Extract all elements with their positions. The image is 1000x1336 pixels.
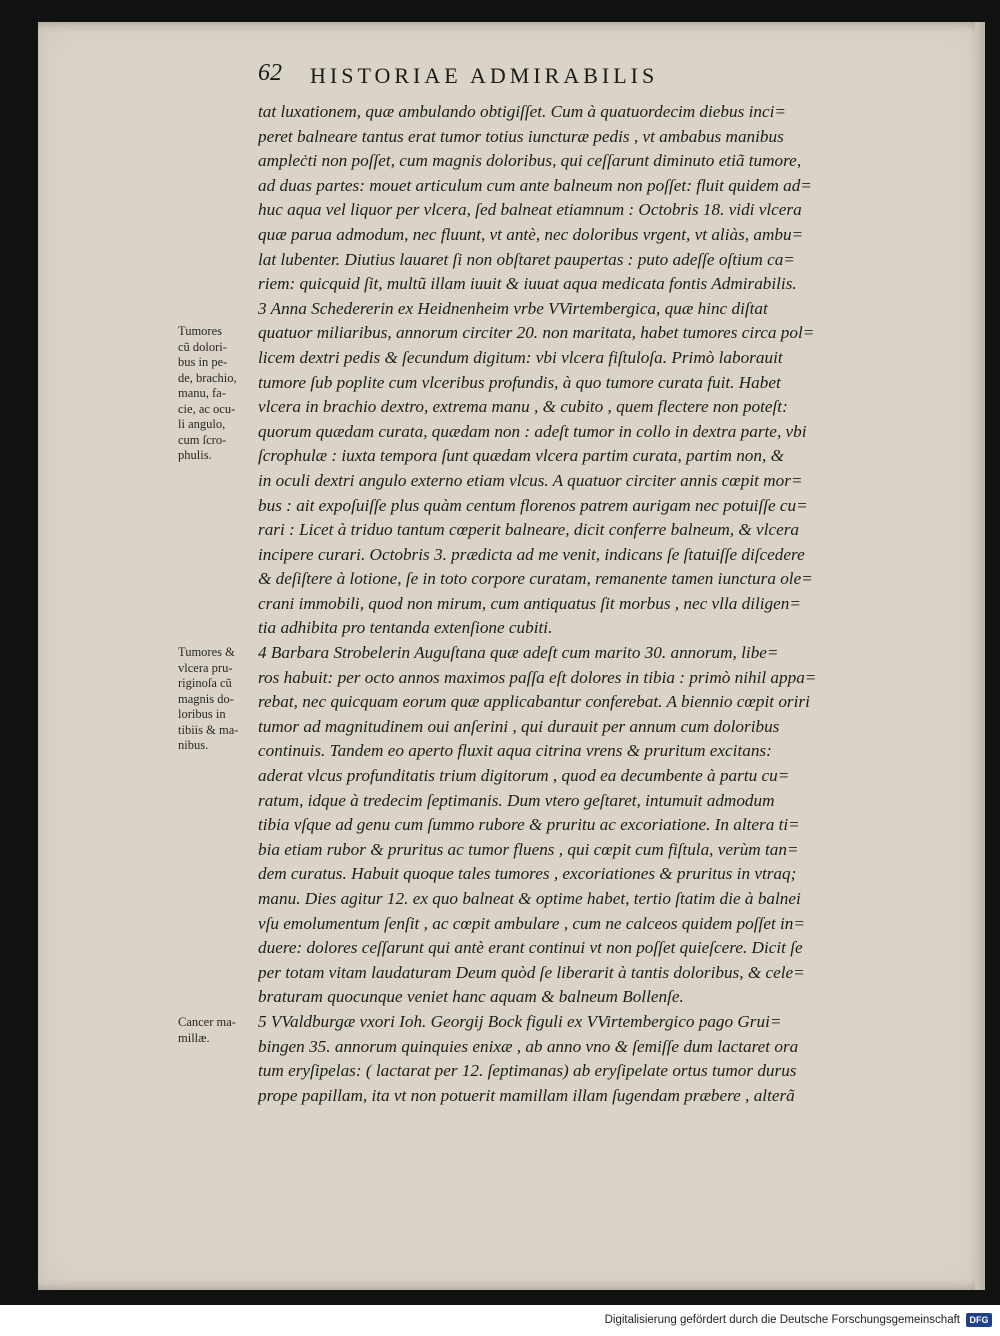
- text-line: ros habuit: per octo annos maximos paſſa eſt dolores in tibia : primò nihil appa=: [258, 667, 817, 687]
- margin-note-line: nibus.: [178, 738, 209, 752]
- text-line: bus : ait expoſuiſſe plus quàm centum florenos patrem aurigam nec potuiſſe cu=: [258, 495, 808, 515]
- text-line: prope papillam, ita vt non potuerit mamillam illam ſugendam præbere , alterã: [258, 1085, 795, 1105]
- margin-note-line: bus in pe-: [178, 355, 228, 369]
- text-line: licem dextri pedis & ſecundum digitum: vbi vlcera fiſtuloſa. Primò laborauit: [258, 347, 783, 367]
- text-line: riem: quicquid ſit, multũ illam iuuit & iuuat aqua medicata fontis Admirabilis.: [258, 274, 797, 294]
- margin-note-1: [178, 324, 298, 464]
- margin-note-line: loribus in: [178, 707, 226, 721]
- margin-note-line: li angulo,: [178, 417, 226, 431]
- text-line: braturam quocunque veniet hanc aquam & balneum Bollenſe.: [258, 987, 684, 1007]
- text-line: quatuor miliaribus, annorum circiter 20. non maritata, habet tumores circa pol=: [258, 323, 815, 343]
- text-line: quæ parua admodum, nec fluunt, vt antè, nec doloribus vrgent, vt aliàs, ambu=: [258, 224, 804, 244]
- text-line: aderat vlcus profunditatis trium digitorum , quod ea decumbente à partu cu=: [258, 766, 790, 786]
- text-line: peret balneare tantus erat tumor totius iuncturæ pedis , vt ambabus manibus: [258, 126, 784, 146]
- text-line: dem curatus. Habuit quoque tales tumores , excoriationes & pruritus in vtraq;: [258, 864, 797, 884]
- text-line: per totam vitam laudaturam Deum quòd ſe liberarit à tantis doloribus, & cele=: [258, 962, 805, 982]
- text-line: incipere curari. Octobris 3. prædicta ad me venit, indicans ſe ſtatuiſſe diſcedere: [258, 544, 805, 564]
- margin-note-line: phulis.: [178, 448, 212, 462]
- text-line: huc aqua vel liquor per vlcera, ſed balneat etiamnum : Octobris 18. vidi vlcera: [258, 200, 802, 220]
- margin-note-line: riginoſa cũ: [178, 676, 232, 690]
- text-line: ampleċti non poſſet, cum magnis doloribus, qui ceſſarunt diminuto etiã tumore,: [258, 151, 802, 171]
- text-line: vſu emolumentum ſenſit , ac cœpit ambulare , cum ne calceos quidem poſſet in=: [258, 913, 805, 933]
- margin-note-line: millæ.: [178, 1030, 210, 1045]
- digitization-credit: Digitalisierung gefördert durch die Deutsche Forschungsgemeinschaft: [604, 1314, 960, 1326]
- page-header: [258, 60, 818, 94]
- text-line: 5 VValdburgæ vxori Ioh. Georgij Bock figuli ex VVirtembergico pago Grui=: [258, 1011, 782, 1031]
- text-line: lat lubenter. Diutius lauaret ſi non obſtaret paupertas : puto adeſſe oſtium ca=: [258, 249, 795, 269]
- text-line: bia etiam rubor & pruritus ac tumor fluens , qui cœpit cum fiſtula, verùm tan=: [258, 839, 799, 859]
- text-line: ad duas partes: mouet articulum cum ante balneum non poſſet: fluit quidem ad=: [258, 175, 812, 195]
- dfg-logo-icon: DFG: [966, 1313, 992, 1327]
- text-line: tat luxationem, quæ ambulando obtigiſſet. Cum à quatuordecim diebus inci=: [258, 102, 786, 121]
- margin-note-line: tibiis & ma-: [178, 722, 239, 737]
- footer-bar: [0, 1305, 1000, 1336]
- text-line: tumor ad magnitudinem oui anſerini , qui durauit per annum cum doloribus: [258, 716, 780, 736]
- text-line: duere: dolores ceſſarunt qui antè erant continui vt non poſſet quieſcere. Dicit ſe: [258, 938, 803, 958]
- text-line: rebat, nec quicquam eorum quæ applicabantur conferebat. A biennio cœpit oriri: [258, 692, 810, 712]
- text-line: continuis. Tandem eo aperto fluxit aqua citrina vrens & pruritum excitans:: [258, 741, 772, 761]
- text-line: tum eryſipelas: ( lactarat per 12. ſeptimanas) ab eryſipelate ortus tumor durus: [258, 1061, 797, 1081]
- text-line: manu. Dies agitur 12. ex quo balneat & optime habet, tertio ſtatim die à balnei: [258, 889, 801, 908]
- text-line: ſcrophulæ : iuxta tempora ſunt quædam vlcera partim curata, partim non, &: [258, 446, 784, 466]
- text-line: tumore ſub poplite cum vlceribus profundis, à quo tumore curata fuit. Habet: [258, 372, 781, 392]
- text-line: tia adhibita pro tentanda extenſione cubiti.: [258, 618, 553, 638]
- margin-note-line: magnis do-: [178, 691, 234, 706]
- text-line: 4 Barbara Strobelerin Auguſtana quæ adeſt cum marito 30. annorum, libe=: [258, 643, 779, 663]
- margin-note-line: de, brachio,: [178, 370, 237, 385]
- margin-note-line: cum ſcro-: [178, 432, 227, 447]
- text-line: tibia vſque ad genu cum ſummo rubore & pruritu ac excoriatione. In altera ti=: [258, 815, 800, 835]
- text-line: ratum, idque à tredecim ſeptimanis. Dum vtero geſtaret, intumuit admodum: [258, 790, 775, 810]
- text-line: bingen 35. annorum quinquies enixæ , ab anno vno & ſemiſſe dum lactaret ora: [258, 1036, 799, 1056]
- margin-note-line: vlcera pru-: [178, 660, 233, 675]
- margin-note-2: [178, 645, 298, 754]
- text-line: vlcera in brachio dextro, extrema manu , & cubito , quem flectere non poteſt:: [258, 397, 788, 417]
- margin-note-line: Cancer ma-: [178, 1015, 236, 1029]
- body-text: [258, 100, 938, 1108]
- margin-note-line: Tumores: [178, 324, 222, 338]
- margin-note-line: cũ dolori-: [178, 339, 227, 354]
- text-line: crani immobili, quod non mirum, cum antiquatus ſit morbus , nec vlla diligen=: [258, 593, 801, 613]
- margin-note-line: manu, fa-: [178, 386, 226, 400]
- text-line: quorum quædam curata, quædam non : adeſt tumor in collo in dextra parte, vbi: [258, 421, 807, 441]
- text-line: in oculi dextri angulo externo etiam vlcus. A quatuor circiter annis cœpit mor=: [258, 470, 803, 490]
- page-number: 62: [258, 60, 282, 86]
- margin-note-line: Tumores &: [178, 645, 235, 659]
- margin-note-line: cie, ac ocu-: [178, 401, 236, 416]
- running-head: HISTORIAE ADMIRABILIS: [310, 63, 659, 88]
- margin-note-3: [178, 1015, 298, 1046]
- text-line: 3 Anna Schedererin ex Heidnenheim vrbe VVirtembergica, quæ hinc diſtat: [258, 298, 768, 318]
- text-line: rari : Licet à triduo tantum cœperit balneare, dicit conferre balneum, & vlcera: [258, 520, 800, 540]
- page-edge-shadow: [975, 22, 985, 1290]
- text-line: & deſiſtere à lotione, ſe in toto corpore curatam, remanente tamen iunctura ole=: [258, 569, 813, 589]
